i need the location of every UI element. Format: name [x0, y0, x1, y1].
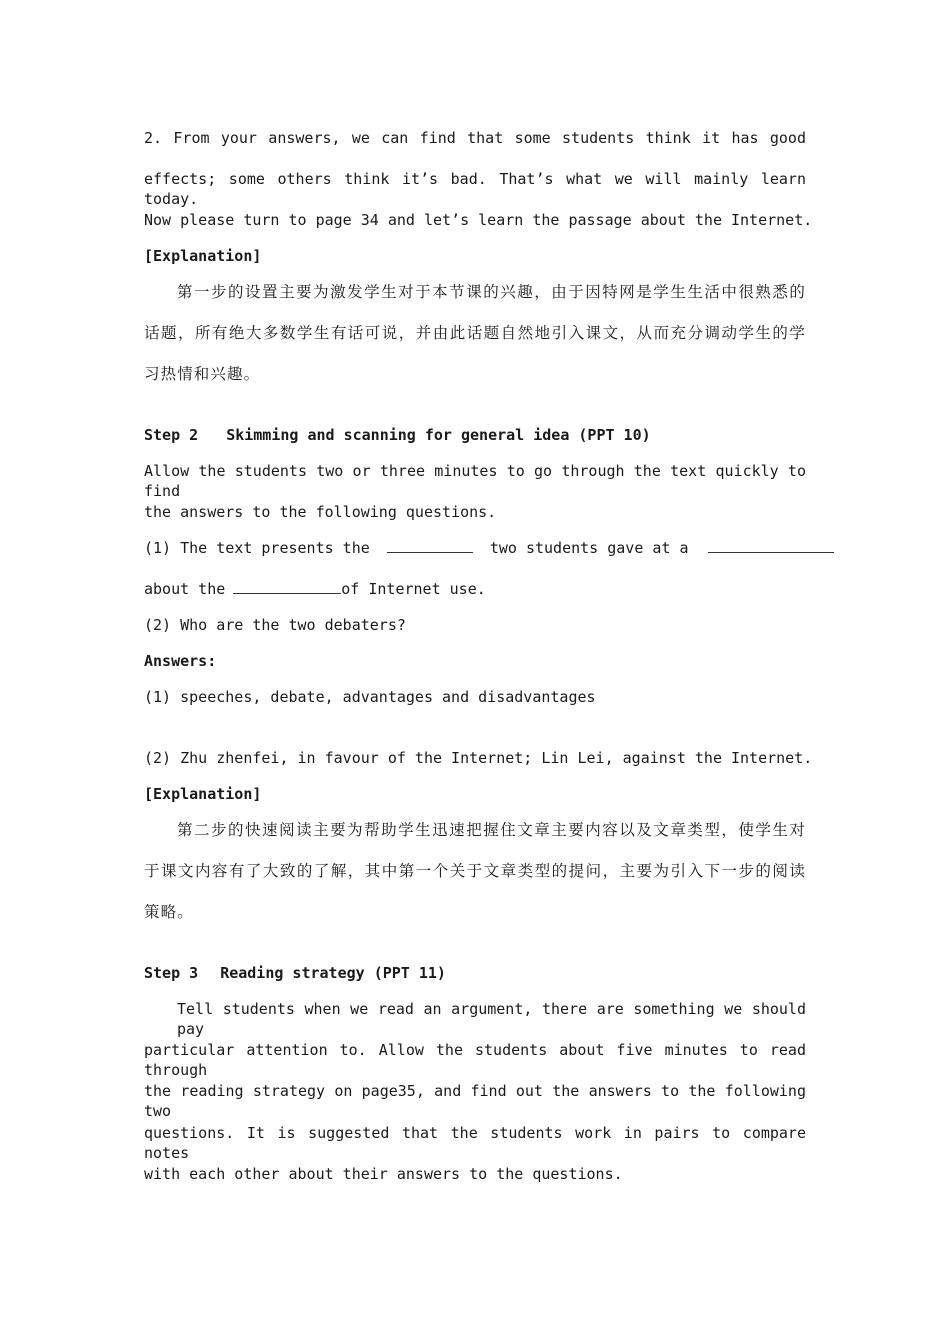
- step3-line-3: the reading strategy on page35, and find out the answers to the following two: [144, 1082, 806, 1120]
- intro-line-1: 2. From your answers, we can find that some students think it has good: [144, 129, 806, 147]
- step2-label: Step 2: [144, 426, 199, 444]
- question-1-line-1: [144, 538, 806, 558]
- explanation2-line-2: 于课文内容有了大致的了解，其中第一个关于文章类型的提问，主要为引入下一步的阅读: [144, 862, 806, 880]
- fill-blank-1[interactable]: [387, 538, 473, 553]
- step3-heading: [144, 963, 806, 983]
- step2-intro-line-2: the answers to the following questions.: [144, 503, 497, 521]
- step2-intro-line-1: Allow the students two or three minutes to go through the text quickly to find: [144, 462, 806, 500]
- question-2: (2) Who are the two debaters?: [144, 616, 406, 634]
- answer-2: (2) Zhu zhenfei, in favour of the Internet; Lin Lei, against the Internet.: [144, 749, 813, 767]
- step3-line-5: with each other about their answers to the questions.: [144, 1165, 623, 1183]
- step2-heading: [144, 425, 806, 445]
- explanation1-line-3: 习热情和兴趣。: [144, 365, 261, 383]
- answers-heading: Answers:: [144, 652, 217, 670]
- intro-line-2: effects; some others think it’s bad. That’s what we will mainly learn today.: [144, 170, 806, 208]
- explanation1-line-1: 第一步的设置主要为激发学生对于本节课的兴趣，由于因特网是学生生活中很熟悉的: [177, 283, 806, 301]
- explanation2-line-1: 第二步的快速阅读主要为帮助学生迅速把握住文章主要内容以及文章类型，使学生对: [177, 821, 806, 839]
- q1-text-c: about the: [144, 580, 226, 598]
- step3-label: Step 3: [144, 964, 199, 982]
- explanation-heading-2: [Explanation]: [144, 785, 262, 803]
- answer-1: (1) speeches, debate, advantages and disadvantages: [144, 688, 596, 706]
- intro-line-3: Now please turn to page 34 and let’s learn the passage about the Internet.: [144, 211, 813, 229]
- fill-blank-2[interactable]: [708, 538, 834, 553]
- step3-line-4: questions. It is suggested that the students work in pairs to compare notes: [144, 1124, 806, 1162]
- q1-text-a: (1) The text presents the: [144, 539, 370, 557]
- explanation2-line-3: 策略。: [144, 903, 194, 921]
- fill-blank-3[interactable]: [233, 579, 341, 594]
- q1-text-d: of Internet use.: [341, 580, 486, 598]
- explanation1-line-2: 话题，所有绝大多数学生有话可说，并由此话题自然地引入课文，从而充分调动学生的学: [144, 324, 806, 342]
- step2-title: Skimming and scanning for general idea (PPT 10): [226, 426, 651, 444]
- step3-title: Reading strategy (PPT 11): [220, 964, 446, 982]
- step3-line-2: particular attention to. Allow the students about five minutes to read through: [144, 1041, 806, 1079]
- explanation-heading-1: [Explanation]: [144, 247, 262, 265]
- q1-text-b: two students gave at a: [489, 539, 689, 557]
- step3-line-1: Tell students when we read an argument, there are something we should pay: [177, 1000, 806, 1038]
- question-1-line-2: [144, 579, 806, 599]
